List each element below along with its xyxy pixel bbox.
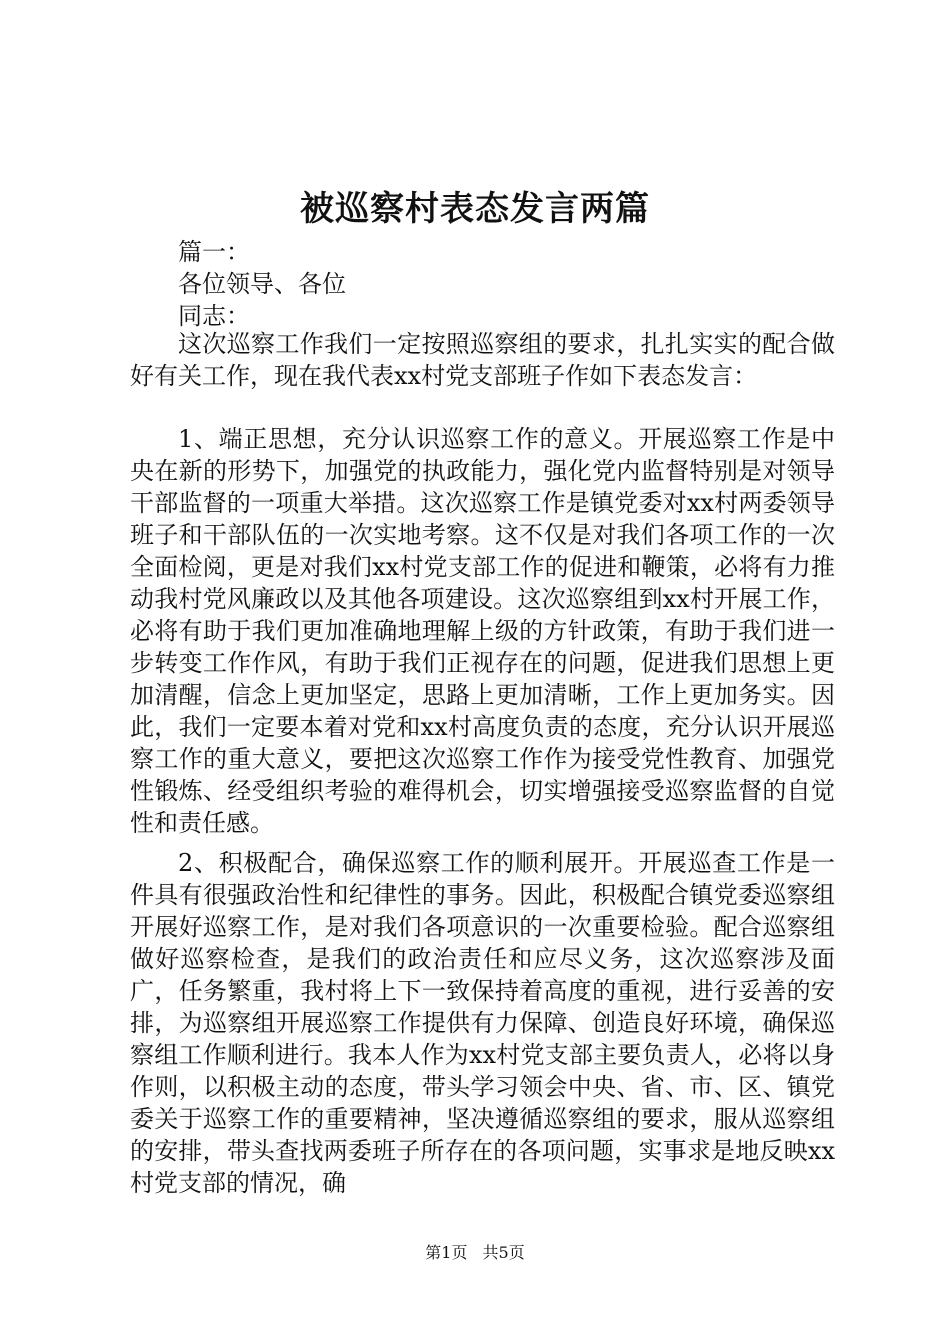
paragraph-1: 1、端正思想，充分认识巡察工作的意义。开展巡察工作是中央在新的形势下，加强党的执政能力，强化党内监督特别是对领导干部监督的一项重大举措。这次巡察工作是镇党委对xx村两委领导班子和干部队伍的一次实地考察。这不仅是对我们各项工作的一次全面检阅，更是对我们xx村党支部工作的促进和鞭策，必将有力推动我村党风廉政以及其他各项建设。这次巡察组到xx村开展工作，必将有助于我们更加准确地理解上级的方针政策，有助于我们进一步转变工作作风，有助于我们正视存在的问题，促进我们思想上更加清醒，信念上更加坚定，思路上更加清晰，工作上更加务实。因此，我们一定要本着对党和xx村高度负责的态度，充分认识开展巡察工作的重大意义，要把这次巡察工作作为接受党性教育、加强党性锻炼、经受组织考验的难得机会，切实增强接受巡察监督的自觉性和责任感。 [130, 425, 835, 837]
section-label: 篇一： [178, 238, 250, 266]
document-title: 被巡察村表态发言两篇 [300, 189, 650, 229]
salutation-line-1: 各位领导、各位 [178, 270, 346, 298]
intro-paragraph: 这次巡察工作我们一定按照巡察组的要求，扎扎实实的配合做好有关工作，现在我代表xx村党支部班子作如下表态发言： [130, 330, 835, 390]
page-number-current: 第1页 [425, 1243, 468, 1262]
page-footer [0, 1241, 950, 1265]
paragraph-2: 2、积极配合，确保巡察工作的顺利展开。开展巡查工作是一件具有很强政治性和纪律性的事务。因此，积极配合镇党委巡察组开展好巡察工作，是对我们各项意识的一次重要检验。配合巡察组做好巡察检查，是我们的政治责任和应尽义务，这次巡察涉及面广，任务繁重，我村将上下一致保持着高度的重视，进行妥善的安排，为巡察组开展巡察工作提供有力保障、创造良好环境，确保巡察组工作顺利进行。我本人作为xx村党支部主要负责人，必将以身作则，以积极主动的态度，带头学习领会中央、省、市、区、镇党委关于巡察工作的重要精神，坚决遵循巡察组的要求，服从巡察组的安排，带头查找两委班子所存在的各项问题，实事求是地反映xx村党支部的情况，确 [130, 849, 835, 1197]
page-number-total: 共5页 [482, 1243, 525, 1262]
salutation-line-2: 同志： [178, 302, 250, 330]
